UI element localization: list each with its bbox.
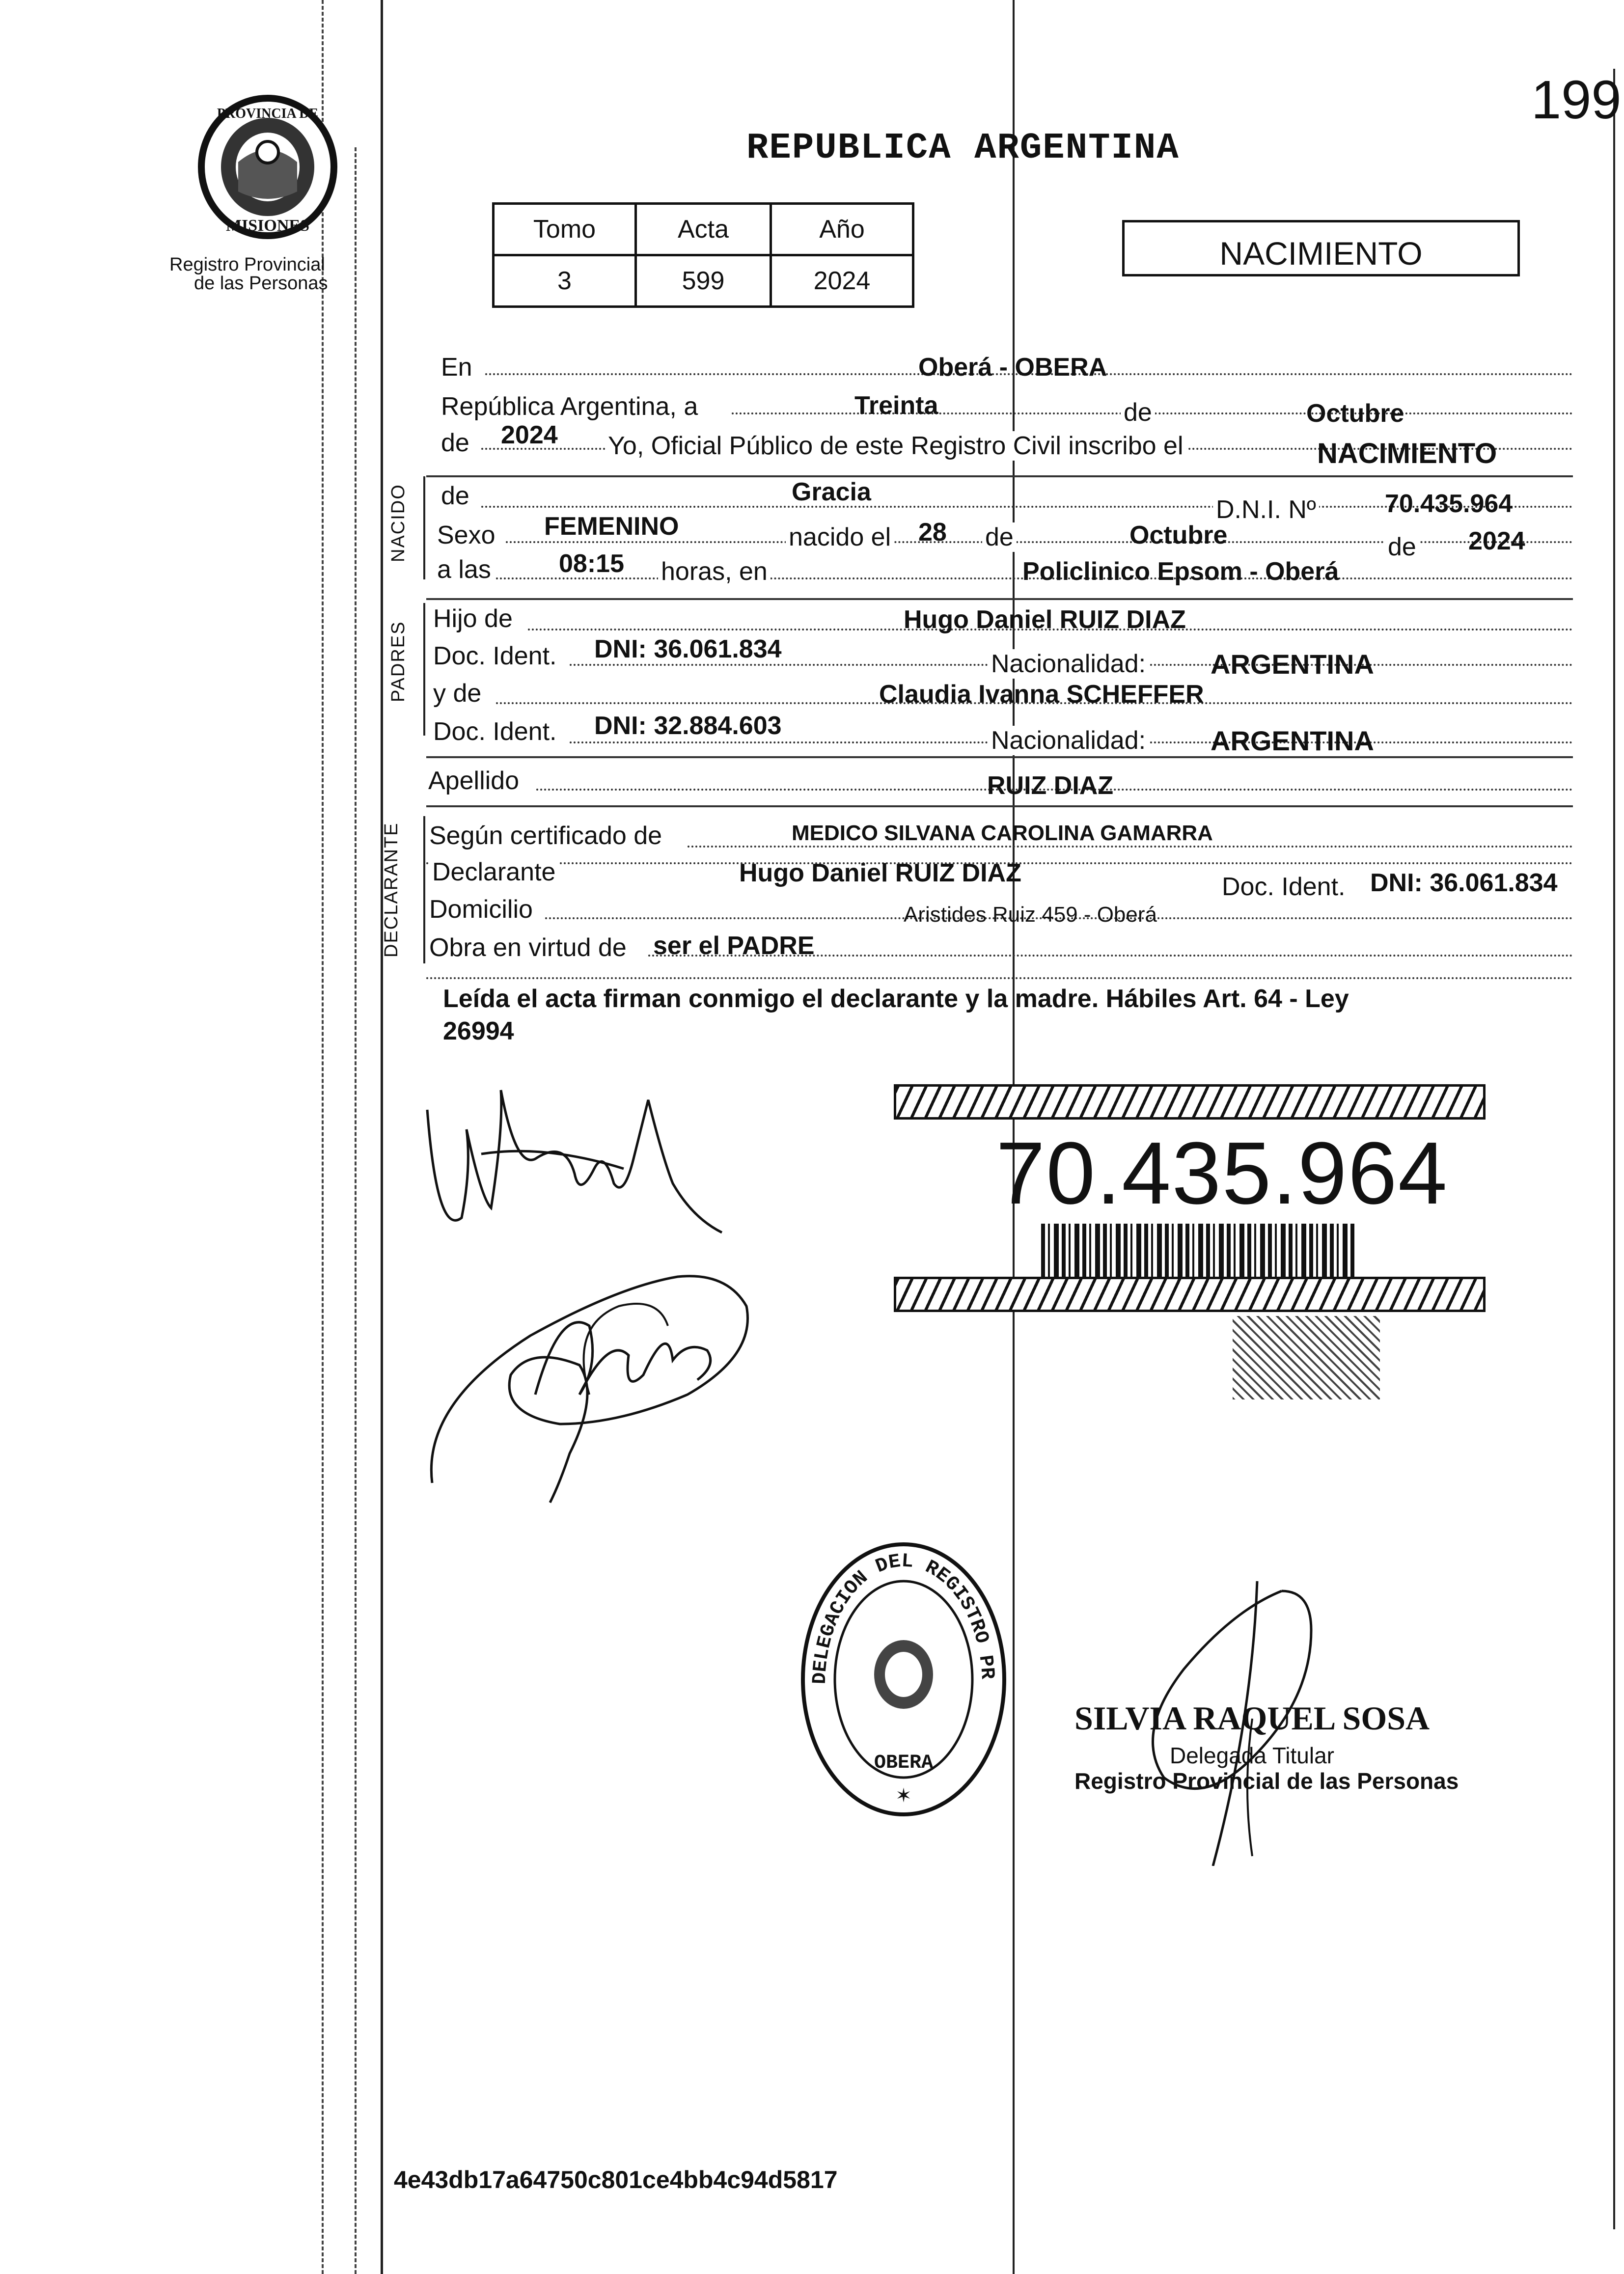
acta-header: Acta (636, 204, 771, 255)
svg-text:✶: ✶ (895, 1785, 912, 1807)
svg-text:PROVINCIA DE: PROVINCIA DE (217, 106, 319, 121)
tomo-value: 3 (494, 255, 636, 307)
svg-text:DELEGACION DEL REGISTRO PROVIN: DELEGACION DEL REGISTRO PR (809, 1550, 998, 1685)
country-label: República Argentina, a (441, 392, 698, 421)
place-value: Oberá - OBERA (918, 353, 1107, 382)
sexo-value: FEMENINO (544, 512, 679, 541)
day-words: Treinta (854, 391, 938, 420)
obra-label: Obra en virtud de (429, 933, 627, 962)
year-prefix: de (441, 429, 469, 457)
birth-month: Octubre (1129, 521, 1228, 549)
verification-hash: 4e43db17a64750c801ce4bb4c94d5817 (394, 2166, 838, 2193)
horas-label: horas, en (658, 557, 771, 586)
anio-header: Año (771, 204, 913, 255)
nacido-top-rule (426, 475, 1573, 477)
declarante-label: Declarante (429, 857, 558, 887)
page-number: 199 (1531, 70, 1622, 130)
father-doc-label: Doc. Ident. (433, 642, 557, 670)
closing-line-2: 26994 (443, 1017, 514, 1045)
declarante-doc: DNI: 36.061.834 (1370, 869, 1558, 897)
domicilio-value: Aristides Ruiz 459 - Oberá (904, 903, 1157, 927)
cert-label: Según certificado de (429, 822, 662, 850)
day-de-label: de (1121, 398, 1155, 427)
nacido-bracket (423, 476, 425, 579)
closing-line-1: Leída el acta firman conmigo el declarante y la madre. Hábiles Art. 64 - Ley (443, 985, 1349, 1013)
svg-text:OBERA: OBERA (874, 1752, 934, 1774)
nacido-el-label: nacido el (786, 522, 894, 552)
apellido-label: Apellido (428, 767, 520, 795)
nacido-section-label: NACIDO (388, 484, 409, 562)
record-table (492, 202, 914, 308)
official-org: Registro Provincial de las Personas (1074, 1768, 1459, 1794)
mother-doc: DNI: 32.884.603 (594, 712, 782, 740)
en-label: En (441, 353, 472, 382)
time-label: a las (437, 555, 491, 584)
child-name: Gracia (792, 478, 871, 506)
official-name: SILVIA RAQUEL SOSA (1074, 1699, 1430, 1737)
cert-value: MEDICO SILVANA CAROLINA GAMARRA (792, 821, 1213, 845)
anio-value: 2024 (771, 255, 913, 307)
declarante-section-label: DECLARANTE (381, 822, 402, 958)
father-doc: DNI: 36.061.834 (594, 635, 782, 663)
birth-day: 28 (918, 518, 947, 547)
mother-name: Claudia Ivanna SCHEFFER (879, 680, 1204, 709)
birth-year: 2024 (1468, 527, 1525, 555)
padres-bracket (423, 603, 425, 736)
mother-nat: ARGENTINA (1211, 725, 1374, 756)
mother-doc-label: Doc. Ident. (433, 717, 557, 746)
nacido-de-label: de (441, 482, 469, 510)
sexo-label: Sexo (437, 521, 495, 549)
dni-label: D.N.I. Nº (1213, 495, 1319, 524)
doc-type-box (1122, 220, 1520, 276)
document-title: REPUBLICA ARGENTINA (746, 128, 1180, 169)
right-edge-line (1613, 69, 1615, 2229)
birth-time: 08:15 (559, 549, 624, 578)
declarante-name: Hugo Daniel RUIZ DIAZ (739, 859, 1021, 887)
doc-type-label: NACIMIENTO (1219, 235, 1423, 272)
act-type: NACIMIENTO (1317, 438, 1497, 469)
apellido-value: RUIZ DIAZ (987, 771, 1114, 800)
birth-de-label-2: de (1385, 532, 1419, 562)
security-stripe-bottom (894, 1277, 1486, 1312)
id-number: 70.435.964 (996, 1124, 1448, 1223)
birth-de-label: de (982, 522, 1017, 552)
registry-logo (189, 93, 346, 241)
security-stripe-top (894, 1084, 1486, 1120)
padres-section-label: PADRES (388, 621, 409, 702)
father-name: Hugo Daniel RUIZ DIAZ (904, 605, 1186, 634)
tomo-header: Tomo (494, 204, 636, 255)
year-value: 2024 (501, 421, 558, 449)
delegation-stamp (796, 1537, 1012, 1822)
father-nat-label: Nacionalidad: (988, 649, 1149, 679)
signature-mother (413, 1247, 815, 1522)
signature-declarante (417, 1070, 742, 1267)
month-value: Octubre (1306, 399, 1404, 428)
svg-text:MISIONES: MISIONES (225, 217, 310, 235)
father-nat: ARGENTINA (1211, 649, 1374, 680)
declarante-doc-label: Doc. Ident. (1219, 872, 1348, 902)
acta-value: 599 (636, 255, 771, 307)
cert-fill (688, 846, 1573, 848)
mother-yde-label: y de (433, 679, 482, 708)
hijo-label: Hijo de (433, 604, 513, 633)
registry-name-line2: de las Personas (194, 273, 328, 294)
apellido-bottom-rule (426, 805, 1573, 807)
registry-name-line1: Registro Provincial (169, 254, 325, 275)
padres-top-rule (426, 598, 1573, 600)
official-title: Delegada Titular (1170, 1743, 1334, 1768)
obra-value: ser el PADRE (653, 932, 815, 960)
declarante-bottom-rule (426, 977, 1573, 979)
domicilio-label: Domicilio (429, 895, 533, 924)
security-hologram (1233, 1316, 1380, 1399)
binding-dash-1 (322, 0, 324, 2274)
apellido-top-rule (426, 756, 1573, 758)
child-dni: 70.435.964 (1385, 490, 1513, 518)
binding-line (381, 0, 383, 2274)
mother-nat-label: Nacionalidad: (988, 726, 1149, 755)
birth-place: Policlinico Epsom - Oberá (1022, 557, 1339, 586)
barcode (1041, 1224, 1355, 1278)
registrar-text: Yo, Oficial Público de este Registro Civil inscribo el (605, 431, 1186, 461)
declarante-bracket (423, 816, 425, 963)
binding-dash-2 (355, 147, 357, 2274)
